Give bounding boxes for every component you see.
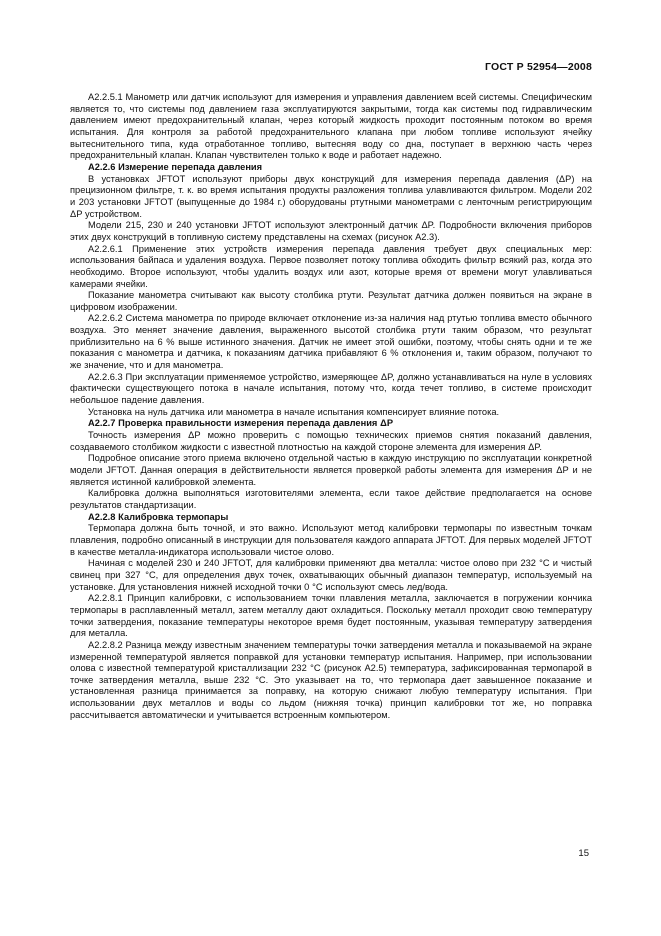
- standard-number-header: ГОСТ Р 52954—2008: [484, 61, 592, 73]
- paragraph: Калибровка должна выполняться изготовителями элемента, если такое действие предполагается на основе результатов стандартизации.: [70, 488, 592, 510]
- paragraph: А2.2.8.2 Разница между известным значением температуры точки затвердения металла и показываемой на экране измеренной температурой является поправкой для установки температур испытания. Например, при использовании олова с известной температурой кристаллизации 232 °С (рисунок А2.5) температура, зафиксированная термопарой в точке затвердения металла, выше 232 °С. Это указывает на то, что термопара дает завышенное показание и установленная разница принимается за поправку, на которую снижают любую температуру испытания. При использовании двух металлов и воды со льдом (нижняя точка) принцип калибровки тот же, но поправка рассчитывается автоматически и учитывается встроенным компьютером.: [70, 639, 592, 720]
- paragraph: Термопара должна быть точной, и это важно. Используют метод калибровки термопары по известным точкам плавления, подробно описанный в инструкции для пользователя каждого аппарата JFTOT. Для первых моделей JFTOT в качестве металла-индикатора использовали чистое олово.: [70, 523, 592, 557]
- page-number: 15: [578, 848, 589, 859]
- section-heading: А2.2.8 Калибровка термопары: [88, 511, 229, 522]
- document-body: [70, 92, 592, 721]
- paragraph: Начиная с моделей 230 и 240 JFTOT, для калибровки применяют два металла: чистое олово при 232 °С и чистый свинец при 327 °С, для определения двух точек, охватывающих обычный диапазон температур, используемый на установке. Для установления нижней исходной точки 0 °С используют смесь лед/вода.: [70, 558, 592, 592]
- paragraph: А2.2.8.1 Принцип калибровки, с использованием точки плавления металла, заключается в погружении кончика термопары в расплавленный металл, затем металлу дают охладиться. Поскольку металл проходит свою температуру точки затвердения, показание температуры некоторое время будет постоянным, указывая температуру затвердения для металла.: [70, 593, 592, 639]
- paragraph: А2.2.6.1 Применение этих устройств измерения перепада давления требует двух специальных мер: использования байпаса и удаления воздуха. Первое позволяет потоку топлива обходить фильтр всякий раз, когда это необходимо. Второе используют, чтобы удалить воздух или азот, которые время от времени могут улавливаться камерами ячейки.: [70, 243, 592, 289]
- paragraph: Модели 215, 230 и 240 установки JFTOT используют электронный датчик ΔP. Подробности включения приборов этих двух конструкций в топливную систему представлены на схемах (рисунок А2.3).: [70, 220, 592, 242]
- section-heading: А2.2.7 Проверка правильности измерения перепада давления ΔP: [88, 418, 394, 429]
- section-heading: А2.2.6 Измерение перепада давления: [88, 161, 263, 172]
- paragraph: А2.2.6.3 При эксплуатации применяемое устройство, измеряющее ΔP, должно устанавливаться на нуле в условиях фактически существующего потока в начале испытания, потому что, когда течет топливо, в системе происходит небольшое падение давления.: [70, 371, 592, 406]
- paragraph: Установка на нуль датчика или манометра в начале испытания компенсирует влияние потока.: [88, 406, 500, 417]
- paragraph: А2.2.5.1 Манометр или датчик используют для измерения и управления давлением всей системы. Специфическим является то, что системы под давлением газа эксплуатируются закрытыми, тогда как системы под гидравлическим давлением имеют предохранительный клапан, через который жидкость проходит постоянным потоком во время испытания. Для контроля за работой предохранительного клапана при любом топливе используют ячейку вытеснительного типа, куда отработанное топливо, вытесняя воду со дна, поступает в верхнюю часть через предохранительный клапан. Клапан чувствителен только к воде и работает надежно.: [70, 92, 592, 161]
- paragraph: В установках JFTOT используют приборы двух конструкций для измерения перепада давления (ΔP) на прецизионном фильтре, т. к. во время испытания продукты разложения топлива улавливаются фильтром. Модели 202 и 203 установки JFTOT (выпущенные до 1984 г.) оборудованы ртутными манометрами с ленточным регистрирующим ΔP устройством.: [70, 173, 592, 219]
- paragraph: Точность измерения ΔP можно проверить с помощью технических приемов снятия показаний давления, создаваемого столбиком жидкости с известной плотностью на каждой стороне элемента для измерения ΔP.: [70, 430, 592, 452]
- paragraph: Подробное описание этого приема включено отдельной частью в каждую инструкцию по эксплуатации конкретной модели JFTOT. Данная операция в действительности является проверкой работы элемента для измерения ΔP и не является истинной калибровкой элемента.: [70, 453, 592, 487]
- paragraph: Показание манометра считывают как высоту столбика ртути. Результат датчика должен появиться на экране в цифровом изображении.: [70, 290, 592, 312]
- paragraph: А2.2.6.2 Система манометра по природе включает отклонение из-за наличия над ртутью топлива вместо обычного воздуха. Это меняет значение давления, выраженного высотой столбика ртути таким образом, что результат приблизительно на 6 % выше истинного значения. Датчик не имеет этой ошибки, поэтому, чтобы снять одни и те же показания с манометра и датчика, к показаниям датчика прибавляют 6 % отклонения и, таким образом, получают то же значение, что и для манометра.: [70, 313, 592, 371]
